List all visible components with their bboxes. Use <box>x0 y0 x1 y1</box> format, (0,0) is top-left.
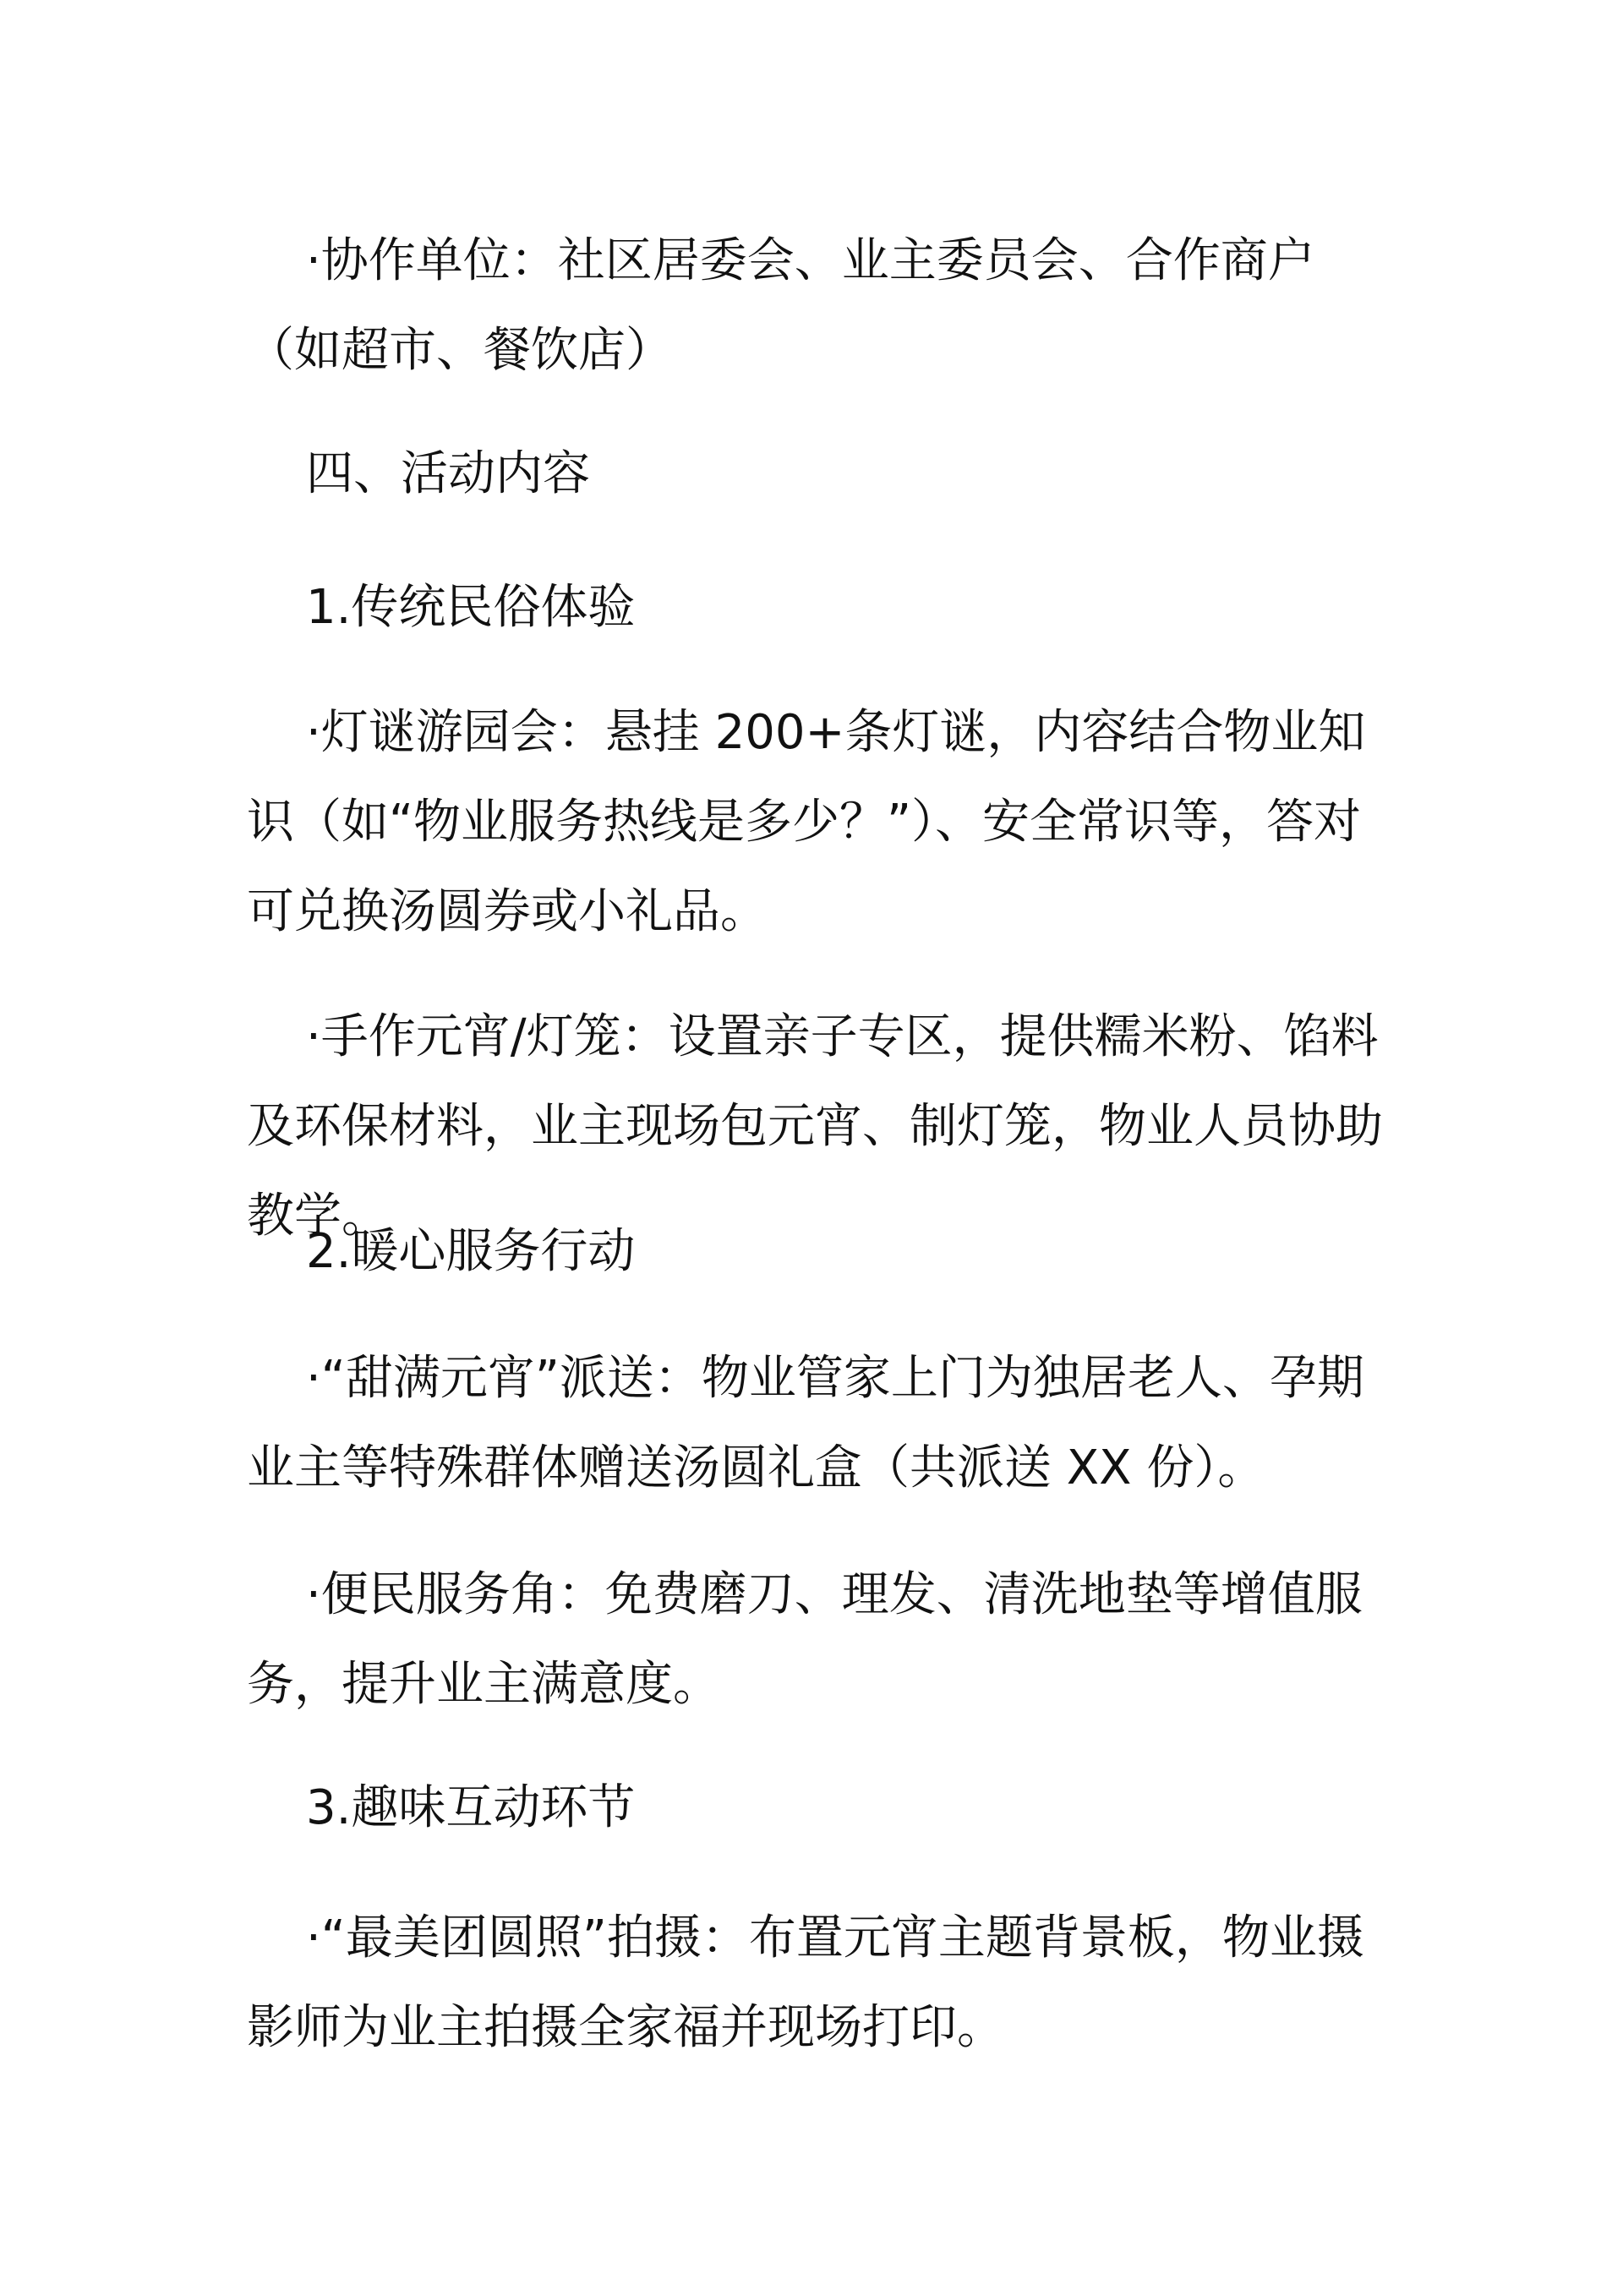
paragraph-convenience-corner: ·便民服务角：免费磨刀、理发、清洗地垫等增值服务，提升业主满意度。 <box>247 1567 1363 1712</box>
paragraph-family-photo: ·“最美团圆照”拍摄：布置元宵主题背景板，物业摄影师为业主拍摄全家福并现场打印。 <box>247 1911 1364 2055</box>
paragraph-cooperating-units: ·协作单位：社区居委会、业主委员会、合作商户（如超市、餐饮店） <box>247 233 1315 378</box>
subheading-folk-experience: 1.传统民俗体验 <box>306 580 636 635</box>
subheading-warm-service: 2.暖心服务行动 <box>306 1224 636 1279</box>
paragraph-handmade-yuanxiao: ·手作元宵/灯笼：设置亲子专区，提供糯米粉、馅料及环保材料，业主现场包元宵、制灯笼，物业人员协助教学。 <box>247 1009 1383 1244</box>
subheading-fun-interaction: 3.趣味互动环节 <box>306 1780 636 1835</box>
paragraph-yuanxiao-delivery: ·“甜满元宵”派送：物业管家上门为独居老人、孕期业主等特殊群体赠送汤圆礼盒（共派送 XX 份）。 <box>247 1351 1364 1495</box>
paragraph-lantern-riddles: ·灯谜游园会：悬挂 200+条灯谜，内容结合物业知识（如“物业服务热线是多少？”）、安全常识等，答对可兑换汤圆券或小礼品。 <box>247 705 1366 939</box>
section-heading-activity-content: 四、活动内容 <box>306 446 590 501</box>
